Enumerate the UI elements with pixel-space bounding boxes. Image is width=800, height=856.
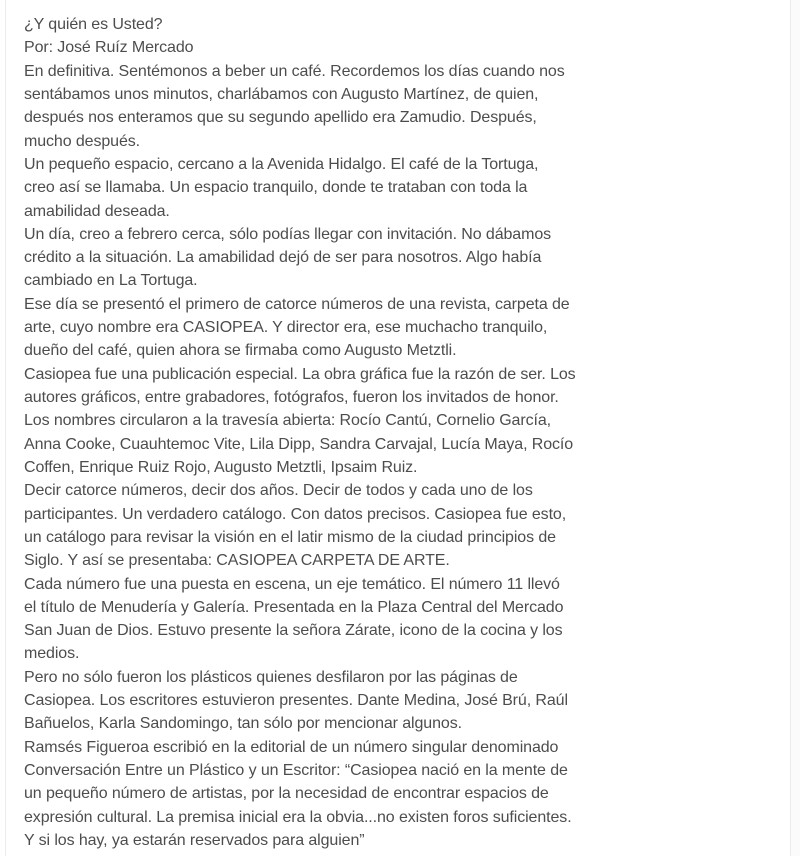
- article-line: Decir catorce números, decir dos años. Decir de todos y cada uno de los: [24, 482, 533, 500]
- article-text: [24, 13, 769, 852]
- article-line: sentábamos unos minutos, charlábamos con Augusto Martínez, de quien,: [24, 85, 539, 103]
- article-line: crédito a la situación. La amabilidad dejó de ser para nosotros. Algo había: [24, 249, 542, 267]
- article-line: Conversación Entre un Plástico y un Escritor: “Casiopea nació en la mente de: [24, 762, 568, 779]
- article-line: dueño del café, quien ahora se firmaba como Augusto Metztli.: [24, 342, 457, 360]
- article-line: cambiado en La Tortuga.: [24, 272, 198, 290]
- article-line: autores gráficos, entre grabadores, fotógrafos, fueron los invitados de honor.: [24, 389, 559, 406]
- article-line: Y si los hay, ya estarán reservados para alguien”: [24, 831, 365, 849]
- right-gutter: [791, 0, 800, 856]
- article-line: mucho después.: [24, 132, 141, 150]
- article-byline: Por: José Ruíz Mercado: [24, 39, 194, 57]
- article-title: ¿Y quién es Usted?: [24, 16, 163, 33]
- article-line: Un día, creo a febrero cerca, sólo podías llegar con invitación. No dábamos: [24, 225, 552, 243]
- article-line: Casiopea fue una publicación especial. La obra gráfica fue la razón de ser. Los: [24, 365, 576, 383]
- article-line: un pequeño número de artistas, por la necesidad de encontrar espacios de: [24, 785, 549, 803]
- article-line: San Juan de Dios. Estuvo presente la señora Zárate, icono de la cocina y los: [24, 622, 563, 640]
- article-line: Pero no sólo fueron los plásticos quienes desfilaron por las páginas de: [24, 668, 518, 686]
- article-line: arte, cuyo nombre era CASIOPEA. Y director era, ese muchacho tranquilo,: [24, 319, 548, 337]
- article-line: Bañuelos, Karla Sandomingo, tan sólo por mencionar algunos.: [24, 715, 462, 733]
- article-line: En definitiva. Sentémonos a beber un café. Recordemos los días cuando nos: [24, 62, 565, 80]
- left-border-rule: [5, 0, 6, 856]
- article-line: Ramsés Figueroa escribió en la editorial de un número singular denominado: [24, 738, 559, 756]
- article-line: Los nombres circularon a la travesía abierta: Rocío Cantú, Cornelio García,: [24, 412, 551, 430]
- article-line: medios.: [24, 645, 80, 663]
- article-line: amabilidad deseada.: [24, 202, 170, 220]
- article-line: Anna Cooke, Cuauhtemoc Vite, Lila Dipp, Sandra Carvajal, Lucía Maya, Rocío: [24, 435, 574, 453]
- article-line: Un pequeño espacio, cercano a la Avenida Hidalgo. El café de la Tortuga,: [24, 155, 539, 173]
- article-line: Ese día se presentó el primero de catorce números de una revista, carpeta de: [24, 295, 570, 313]
- article-line: Casiopea. Los escritores estuvieron presentes. Dante Medina, José Brú, Raúl: [24, 692, 568, 710]
- article-line: expresión cultural. La premisa inicial era la obvia...no existen foros suficientes.: [24, 808, 572, 826]
- article-line: participantes. Un verdadero catálogo. Con datos precisos. Casiopea fue esto,: [24, 505, 567, 523]
- article-line: el título de Menudería y Galería. Presentada en la Plaza Central del Mercado: [24, 598, 564, 616]
- article-line: Cada número fue una puesta en escena, un eje temático. El número 11 llevó: [24, 575, 560, 593]
- article-line: un catálogo para revisar la visión en el latir mismo de la ciudad principios de: [24, 528, 556, 546]
- article-body: [24, 60, 769, 853]
- article-line: Siglo. Y así se presentaba: CASIOPEA CARPETA DE ARTE.: [24, 552, 450, 570]
- article-line: después nos enteramos que su segundo apellido era Zamudio. Después,: [24, 109, 537, 127]
- article-line: Coffen, Enrique Ruiz Rojo, Augusto Metztli, Ipsaim Ruiz.: [24, 458, 418, 476]
- right-border-rule: [790, 0, 791, 856]
- article-line: creo así se llamaba. Un espacio tranquilo, donde te trataban con toda la: [24, 179, 528, 197]
